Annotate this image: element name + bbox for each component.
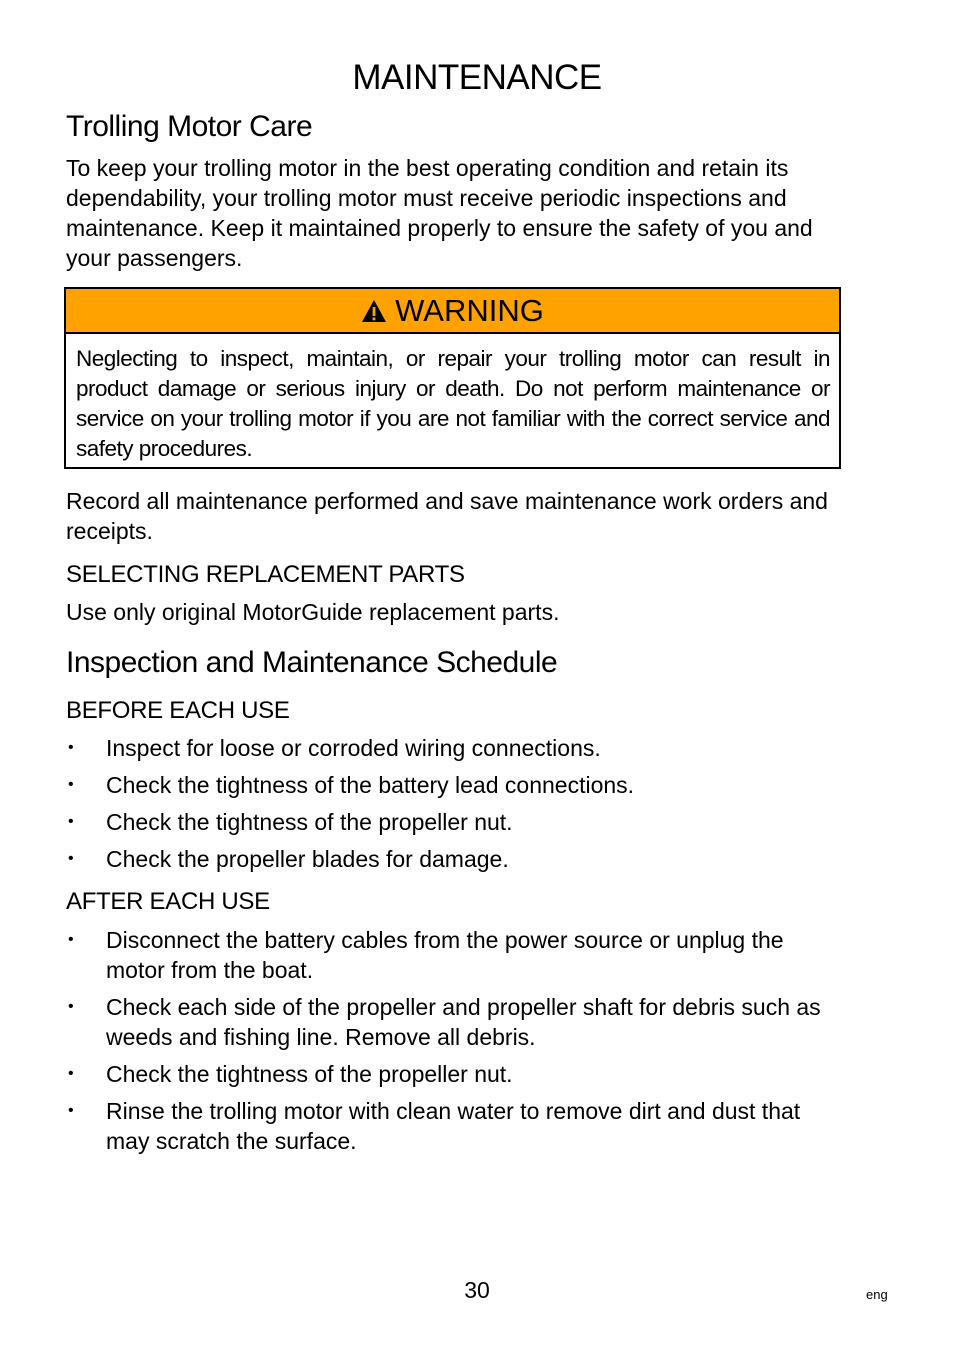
before-each-use-list	[66, 733, 846, 881]
bullet-icon: •	[68, 850, 74, 867]
record-paragraph: Record all maintenance performed and save maintenance work orders and receipts.	[66, 488, 828, 544]
list-item-text: Rinse the trolling motor with clean water to remove dirt and dust that may scratch the surface.	[106, 1098, 801, 1154]
section-heading-trolling-motor-care: Trolling Motor Care	[66, 110, 313, 143]
page-number: 30	[464, 1277, 490, 1303]
list-item-text: Check the propeller blades for damage.	[106, 846, 509, 872]
bullet-icon: •	[68, 1065, 74, 1082]
list-item	[66, 1059, 846, 1089]
replacement-parts-text: Use only original MotorGuide replacement parts.	[66, 599, 560, 625]
warning-box	[64, 287, 841, 469]
bullet-icon: •	[68, 998, 74, 1015]
list-item	[66, 992, 846, 1052]
after-each-use-heading: AFTER EACH USE	[66, 888, 270, 915]
warning-text: Neglecting to inspect, maintain, or repair your trolling motor can result in product damage or serious injury or death. Do not perform maintenance or service on your trolling motor if you are not familiar with the correct service and safety procedures.	[76, 346, 830, 461]
warning-header	[66, 289, 839, 334]
list-item	[66, 733, 846, 763]
list-item-text: Check the tightness of the propeller nut.	[106, 809, 513, 835]
page-title: MAINTENANCE	[352, 58, 602, 97]
bullet-icon: •	[68, 813, 74, 830]
section-heading-inspection-schedule: Inspection and Maintenance Schedule	[66, 646, 558, 679]
list-item-text: Check the tightness of the battery lead connections.	[106, 772, 635, 798]
before-each-use-heading: BEFORE EACH USE	[66, 697, 290, 724]
list-item	[66, 1096, 846, 1156]
bullet-icon: •	[68, 739, 74, 756]
list-item-text: Inspect for loose or corroded wiring connections.	[106, 735, 601, 761]
list-item	[66, 844, 846, 874]
warning-title: WARNING	[395, 292, 544, 328]
list-item	[66, 925, 846, 985]
intro-paragraph: To keep your trolling motor in the best operating condition and retain its dependability, your trolling motor must receive periodic inspections and maintenance. Keep it maintained properly to ensure the safety of you and your passengers.	[66, 155, 813, 271]
bullet-icon: •	[68, 931, 74, 948]
list-item-text: Check the tightness of the propeller nut.	[106, 1061, 513, 1087]
language-code: eng	[866, 1287, 888, 1302]
replacement-parts-heading: SELECTING REPLACEMENT PARTS	[66, 561, 465, 588]
after-each-use-list	[66, 925, 846, 1163]
bullet-icon: •	[68, 1102, 74, 1119]
warning-triangle-icon	[361, 299, 387, 323]
bullet-icon: •	[68, 776, 74, 793]
list-item	[66, 807, 846, 837]
list-item-text: Check each side of the propeller and propeller shaft for debris such as weeds and fishing line. Remove all debris.	[106, 994, 821, 1050]
list-item	[66, 770, 846, 800]
list-item-text: Disconnect the battery cables from the power source or unplug the motor from the boat.	[106, 927, 784, 983]
